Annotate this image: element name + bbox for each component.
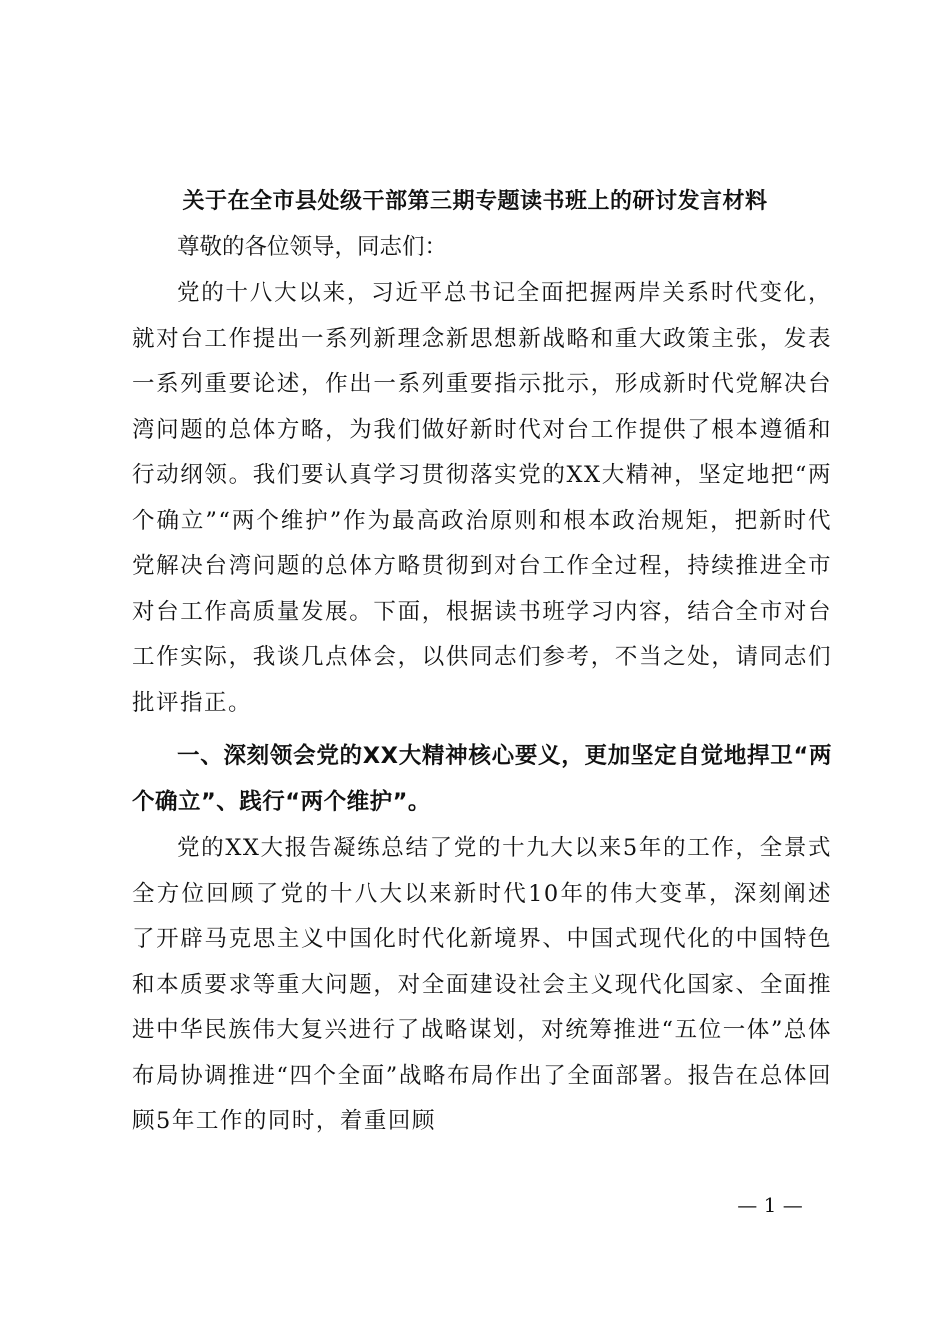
document-title: 关于在全市县处级干部第三期专题读书班上的研讨发言材料 — [182, 188, 768, 214]
section-heading-1: 一、深刻领会党的XX大精神核心要义，更加坚定自觉地捍卫“两个确立”、践行“两个维护”。 — [132, 743, 832, 815]
paragraph-1: 党的十八大以来，习近平总书记全面把握两岸关系时代变化，就对台工作提出一系列新理念新思想新战略和重大政策主张，发表一系列重要论述，作出一系列重要指示批示，形成新时代党解决台湾问题的总体方略，为我们做好新时代对台工作提供了根本遵循和行动纲领。我们要认真学习贯彻落实党的XX大精神，坚定地把“两个确立”“两个维护”作为最高政治原则和根本政治规矩，把新时代党解决台湾问题的总体方略贯彻到对台工作全过程，持续推进全市对台工作高质量发展。下面，根据读书班学习内容，结合全市对台工作实际，我谈几点体会，以供同志们参考，不当之处，请同志们批评指正。 — [132, 280, 832, 716]
greeting: 尊敬的各位领导，同志们： — [177, 234, 448, 260]
page-number: — 1 — — [737, 1193, 803, 1217]
paragraph-2: 党的XX大报告凝练总结了党的十九大以来5年的工作，全景式全方位回顾了党的十八大以来新时代10年的伟大变革，深刻阐述了开辟马克思主义中国化时代化新境界、中国式现代化的中国特色和本质要求等重大问题，对全面建设社会主义现代化国家、全面推进中华民族伟大复兴进行了战略谋划，对统筹推进“五位一体”总体布局协调推进“四个全面”战略布局作出了全面部署。报告在总体回顾5年工作的同时，着重回顾 — [132, 835, 832, 1134]
